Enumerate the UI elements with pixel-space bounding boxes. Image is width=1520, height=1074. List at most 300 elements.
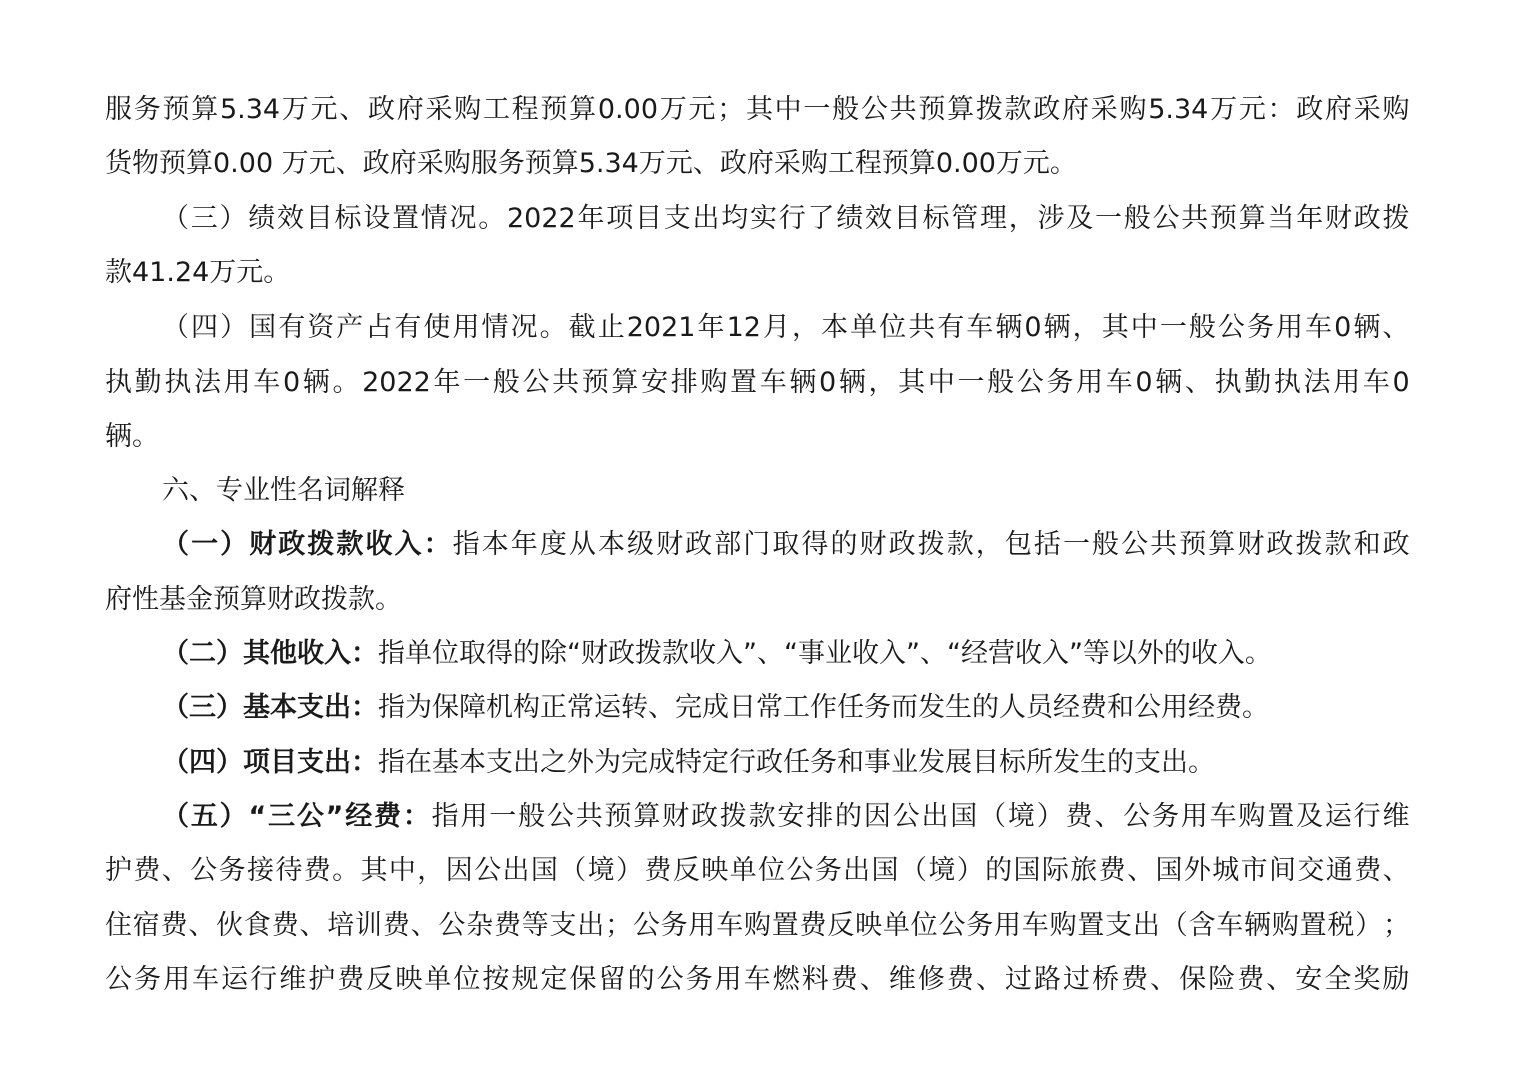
text-char: 车 xyxy=(759,367,787,398)
text-char: 、 xyxy=(1094,801,1122,832)
text-char: 用 xyxy=(1180,801,1208,832)
text-char: 、 xyxy=(1150,964,1178,995)
text-char: 用 xyxy=(688,910,716,941)
term-2-definition: 指单位取得的除“财政拨款收入”、“事业收入”、“经营收入”等以外的收入。 xyxy=(378,638,1272,669)
text-char: ： xyxy=(1267,94,1295,125)
text-char: 料 xyxy=(801,964,829,995)
text-char: 预 xyxy=(162,94,190,125)
text-char: 月 xyxy=(762,312,790,343)
text-char: 0 xyxy=(1024,312,1042,343)
text-char: 国 xyxy=(530,855,558,886)
text-char: 公 xyxy=(860,94,888,125)
term-label-char: 款 xyxy=(336,529,364,560)
text-char: 政 xyxy=(1266,529,1294,560)
text-char: 中 xyxy=(388,855,416,886)
text-char: 单 xyxy=(424,964,452,995)
text-char: 般 xyxy=(1188,312,1216,343)
text-char: 修 xyxy=(917,964,945,995)
term-4-line xyxy=(162,745,1215,781)
text-char: 涉 xyxy=(1037,203,1065,234)
text-char: 购 xyxy=(700,367,728,398)
text-char: 公 xyxy=(105,964,132,995)
text-char: 资 xyxy=(307,312,335,343)
text-char: 12 xyxy=(726,312,761,343)
text-char: 国 xyxy=(871,855,899,886)
text-char: 目 xyxy=(305,203,333,234)
text-char: 出 xyxy=(577,910,605,941)
text-char: 了 xyxy=(807,203,835,234)
text-char: 的 xyxy=(627,964,655,995)
text-char: 府 xyxy=(1325,94,1353,125)
text-char: 一 xyxy=(1159,312,1187,343)
term-label-char: ： xyxy=(402,801,430,832)
text-char: 公 xyxy=(656,964,684,995)
text-char: 执 xyxy=(105,367,132,398)
text-char: 公 xyxy=(892,801,920,832)
text-char: 0 xyxy=(1135,367,1153,398)
term-3-line xyxy=(162,690,1269,726)
text-char: 车 xyxy=(1105,367,1133,398)
text-char: 际 xyxy=(1041,855,1069,886)
text-char: 标 xyxy=(922,203,950,234)
term-5-line-2 xyxy=(105,853,1410,889)
text-char: 、 xyxy=(1382,855,1410,886)
term-label-char: 经 xyxy=(345,801,373,832)
text-char: 等 xyxy=(521,910,549,941)
text-char: 采 xyxy=(1353,94,1381,125)
term-3-definition: 指为保障机构正常运转、完成日常工作任务而发生的人员经费和公用经费。 xyxy=(378,692,1269,723)
text-char: 效 xyxy=(864,203,892,234)
text-char: 拨 xyxy=(917,529,945,560)
text-char: 公 xyxy=(546,801,574,832)
text-char: 务 xyxy=(685,964,713,995)
text-char: 算 xyxy=(611,367,639,398)
text-char: 拨 xyxy=(1295,529,1323,560)
text-char: 桥 xyxy=(1092,964,1120,995)
text-char: （ xyxy=(559,855,587,886)
text-char: 使 xyxy=(423,312,451,343)
text-char: 境 xyxy=(928,855,956,886)
text-char: 财 xyxy=(662,801,690,832)
text-char: 政 xyxy=(888,529,916,560)
text-char: ， xyxy=(868,367,896,398)
text-char: 务 xyxy=(1046,367,1074,398)
text-char: 辆 xyxy=(1043,312,1071,343)
text-char: 预 xyxy=(1179,529,1207,560)
text-char: 购 xyxy=(1049,910,1077,941)
text-char: 预 xyxy=(604,801,632,832)
text-char: 及 xyxy=(1296,801,1323,832)
text-char: 级 xyxy=(627,529,654,560)
text-char: 市 xyxy=(1240,855,1268,886)
text-char: 保 xyxy=(1179,964,1207,995)
text-char: 政 xyxy=(368,94,395,125)
text-char: （ xyxy=(162,203,189,234)
text-char: 费 xyxy=(830,964,858,995)
text-char: 占 xyxy=(365,312,393,343)
text-char: 映 xyxy=(701,855,729,886)
text-char: 支 xyxy=(1105,910,1133,941)
text-char: 绩 xyxy=(248,203,276,234)
text-char: ； xyxy=(717,94,745,125)
text-char: 算 xyxy=(947,94,975,125)
text-char: 旅 xyxy=(1070,855,1098,886)
text-char: 务 xyxy=(814,855,842,886)
text-char: 年 xyxy=(510,529,538,560)
text-char: 用 xyxy=(223,367,251,398)
term-label-char: ） xyxy=(219,801,247,832)
text-char: 括 xyxy=(1033,529,1061,560)
text-char: 住 xyxy=(105,910,132,941)
text-char: 排 xyxy=(670,367,698,398)
text-char: 公 xyxy=(1217,312,1245,343)
text-char: 安 xyxy=(777,801,805,832)
text-char: 勤 xyxy=(134,367,162,398)
text-char: 政 xyxy=(1382,529,1410,560)
para-2-line-2: 款41.24万元。 xyxy=(105,257,291,288)
text-char: 包 xyxy=(1004,529,1032,560)
text-char: 本 xyxy=(481,529,509,560)
text-char: 目 xyxy=(893,203,921,234)
text-char: 排 xyxy=(806,801,834,832)
term-label-char: 财 xyxy=(249,529,277,560)
text-char: 宿 xyxy=(132,910,160,941)
term-label-char: 收 xyxy=(365,529,393,560)
text-char: 车 xyxy=(192,964,220,995)
text-char: 接 xyxy=(246,855,274,886)
text-char: 当 xyxy=(1267,203,1295,234)
text-char: 采 xyxy=(425,94,453,125)
text-char: 辆 xyxy=(1155,367,1183,398)
text-char: 出 xyxy=(921,801,949,832)
text-char: 位 xyxy=(757,855,785,886)
text-char: 行 xyxy=(778,203,806,234)
text-char: 的 xyxy=(985,855,1013,886)
text-char: 单 xyxy=(850,312,878,343)
text-char: 运 xyxy=(1324,801,1352,832)
text-char: 其 xyxy=(1101,312,1129,343)
text-char: ） xyxy=(956,855,984,886)
term-label-char: 三 xyxy=(268,801,295,832)
text-char: 年 xyxy=(1296,203,1324,234)
text-char: ） xyxy=(220,312,248,343)
text-char: 四 xyxy=(191,312,219,343)
text-char: 因 xyxy=(445,855,473,886)
text-char: 政 xyxy=(1353,203,1381,234)
text-char: 安 xyxy=(1295,964,1323,995)
text-char: 法 xyxy=(193,367,221,398)
text-char: 位 xyxy=(910,910,938,941)
text-char: 款 xyxy=(1324,529,1352,560)
text-char: 公 xyxy=(632,910,660,941)
text-char: 务 xyxy=(1246,312,1274,343)
text-char: 得 xyxy=(801,529,829,560)
text-char: 励 xyxy=(1382,964,1410,995)
text-char: 中 xyxy=(927,367,955,398)
text-char: 算 xyxy=(191,94,219,125)
text-char: 车 xyxy=(1362,367,1390,398)
term-1-line-2: 府性基金预算财政拨款。 xyxy=(105,584,402,615)
text-char: 产 xyxy=(336,312,364,343)
text-char: 项 xyxy=(606,203,634,234)
text-char: 伙 xyxy=(216,910,244,941)
text-char: 车 xyxy=(743,964,771,995)
text-char: 、 xyxy=(339,94,367,125)
text-char: 共 xyxy=(552,367,580,398)
text-char: 取 xyxy=(772,529,800,560)
text-char: 护 xyxy=(105,855,132,886)
text-char: 费 xyxy=(493,910,521,941)
text-char: 政 xyxy=(690,801,718,832)
text-char: 服 xyxy=(105,94,132,125)
text-char: 、 xyxy=(161,855,189,886)
text-char: 用 xyxy=(1276,312,1303,343)
text-char: 法 xyxy=(1303,367,1331,398)
text-char: 务 xyxy=(660,910,688,941)
text-char: 0 xyxy=(819,367,837,398)
text-char: 用 xyxy=(452,312,480,343)
text-char: 般 xyxy=(987,367,1015,398)
text-char: 一 xyxy=(1094,203,1122,234)
text-char: 用 xyxy=(714,964,742,995)
text-char: 中 xyxy=(1130,312,1158,343)
text-char: 三 xyxy=(190,203,218,234)
text-char: 置 xyxy=(1267,801,1295,832)
term-label-char: 一 xyxy=(191,529,219,560)
text-char: 车 xyxy=(253,367,281,398)
text-char: 全 xyxy=(1324,964,1352,995)
text-char: 置 xyxy=(1299,910,1327,941)
text-char: 款 xyxy=(1004,94,1032,125)
text-char: 运 xyxy=(221,964,249,995)
text-char: 其 xyxy=(360,855,388,886)
text-char: 维 xyxy=(279,964,307,995)
text-char: 安 xyxy=(641,367,669,398)
text-char: 用 xyxy=(1076,367,1104,398)
text-char: 购 xyxy=(1382,94,1410,125)
text-char: 、 xyxy=(1382,312,1410,343)
text-char: 出 xyxy=(692,203,720,234)
text-char: 的 xyxy=(835,801,862,832)
text-char: 预 xyxy=(1209,203,1237,234)
text-char: 2022 xyxy=(507,203,576,234)
text-char: 公 xyxy=(938,910,966,941)
text-char: 单 xyxy=(729,855,757,886)
text-char: 奖 xyxy=(1353,964,1381,995)
text-char: 辆 xyxy=(789,367,817,398)
para-1-line-2: 货物预算0.00 万元、政府采购服务预算5.34万元、政府采购工程预算0.00万元。 xyxy=(105,148,1077,179)
text-char: 勤 xyxy=(1244,367,1272,398)
text-char: 理 xyxy=(979,203,1007,234)
text-char: 府 xyxy=(396,94,424,125)
text-char: 预 xyxy=(540,94,568,125)
text-char: 执 xyxy=(1214,367,1242,398)
text-char: 外 xyxy=(1183,855,1211,886)
text-char: 财 xyxy=(859,529,887,560)
text-char: 反 xyxy=(827,910,855,941)
text-char: 位 xyxy=(879,312,907,343)
text-char: 。 xyxy=(332,367,360,398)
term-label-char: 费 xyxy=(374,801,401,832)
text-char: 政 xyxy=(1296,94,1324,125)
text-char: 费 xyxy=(1237,964,1265,995)
term-5-line-4 xyxy=(105,962,1410,998)
text-char: 算 xyxy=(1238,203,1266,234)
text-char: 中 xyxy=(774,94,802,125)
text-char: 情 xyxy=(481,312,509,343)
text-char: 。 xyxy=(539,312,567,343)
text-char: 过 xyxy=(1004,964,1032,995)
term-label-char: 入 xyxy=(394,529,422,560)
text-char: （ xyxy=(899,855,927,886)
text-char: 公 xyxy=(190,855,218,886)
term-label-char: “ xyxy=(248,801,267,832)
text-char: （ xyxy=(1160,910,1188,941)
text-char: 杂 xyxy=(466,910,494,941)
term-4-label: （四）项目支出： xyxy=(162,747,378,778)
term-2-line xyxy=(162,636,1272,672)
text-char: 截 xyxy=(568,312,596,343)
term-label-char: ” xyxy=(325,801,344,832)
text-char: 共 xyxy=(889,94,917,125)
text-char: 元 xyxy=(688,94,716,125)
text-char: 置 xyxy=(771,910,799,941)
para-2-line-1 xyxy=(162,201,1410,237)
text-char: 出 xyxy=(1132,910,1160,941)
text-char: 拨 xyxy=(719,801,747,832)
text-char: 程 xyxy=(511,94,539,125)
text-char: 效 xyxy=(277,203,304,234)
text-char: ； xyxy=(605,910,633,941)
text-char: 支 xyxy=(663,203,691,234)
text-char: 管 xyxy=(951,203,979,234)
text-char: 购 xyxy=(1238,801,1266,832)
text-char: 本 xyxy=(597,529,625,560)
text-char: 款 xyxy=(748,801,776,832)
text-char: 5.34 xyxy=(1148,94,1209,125)
text-char: 车 xyxy=(966,312,994,343)
text-char: ） xyxy=(616,855,644,886)
text-char: 支 xyxy=(549,910,577,941)
text-char: 单 xyxy=(882,910,910,941)
text-char: 务 xyxy=(218,855,246,886)
text-char: 设 xyxy=(363,203,391,234)
text-char: 费 xyxy=(271,910,299,941)
text-char: 有 xyxy=(394,312,422,343)
text-char: 国 xyxy=(1013,855,1041,886)
text-char: 府 xyxy=(1062,94,1090,125)
text-char: 、 xyxy=(1266,964,1294,995)
text-char: 食 xyxy=(243,910,271,941)
text-char: 公 xyxy=(474,855,502,886)
text-char: 映 xyxy=(395,964,423,995)
text-char: 一 xyxy=(803,94,831,125)
text-char: 境 xyxy=(1007,801,1035,832)
text-char: 、 xyxy=(859,964,887,995)
text-char: 绩 xyxy=(836,203,864,234)
text-char: 公 xyxy=(438,910,466,941)
term-label-char: ） xyxy=(220,529,248,560)
text-char: 止 xyxy=(597,312,625,343)
text-char: ） xyxy=(1036,801,1064,832)
text-char: 辆 xyxy=(1244,910,1272,941)
text-char: 般 xyxy=(1123,203,1151,234)
text-char: 。 xyxy=(332,855,360,886)
text-char: 务 xyxy=(134,964,162,995)
text-char: ） xyxy=(1355,910,1383,941)
text-char: 过 xyxy=(1063,964,1091,995)
text-char: 公 xyxy=(1152,203,1180,234)
term-label-char: （ xyxy=(162,529,189,560)
text-char: 本 xyxy=(821,312,849,343)
text-char: 和 xyxy=(1353,529,1381,560)
text-char: 采 xyxy=(1090,94,1118,125)
term-label-char: ： xyxy=(423,529,451,560)
text-char: 万 xyxy=(659,94,687,125)
text-char: 购 xyxy=(1271,910,1299,941)
text-char: 有 xyxy=(278,312,306,343)
text-char: 、 xyxy=(1184,367,1212,398)
text-char: 门 xyxy=(743,529,771,560)
text-char: 一 xyxy=(957,367,985,398)
text-char: ） xyxy=(219,203,247,234)
text-char: 通 xyxy=(1325,855,1353,886)
text-char: 况 xyxy=(510,312,538,343)
text-char: 拨 xyxy=(1382,203,1410,234)
para-3-line-2 xyxy=(105,365,1410,401)
text-char: 、 xyxy=(975,964,1003,995)
text-char: 有 xyxy=(937,312,965,343)
text-char: 留 xyxy=(598,964,626,995)
text-char: 2022 xyxy=(362,367,431,398)
text-char: 用 xyxy=(460,801,488,832)
text-char: 行 xyxy=(1353,801,1381,832)
text-char: 费 xyxy=(303,855,331,886)
text-char: 执 xyxy=(1273,367,1301,398)
text-char: 维 xyxy=(888,964,916,995)
term-label-char: （ xyxy=(162,801,189,832)
text-char: 国 xyxy=(950,801,978,832)
section-heading: 六、专业性名词解释 xyxy=(162,475,405,506)
text-char: 税 xyxy=(1327,910,1355,941)
term-2-label: （二）其他收入： xyxy=(162,638,378,669)
text-char: 用 xyxy=(1333,367,1361,398)
para-3-line-1 xyxy=(162,310,1410,346)
text-char: 、 xyxy=(188,910,216,941)
text-char: 政 xyxy=(685,529,713,560)
text-char: 费 xyxy=(946,964,974,995)
text-char: 公 xyxy=(786,855,814,886)
text-char: 费 xyxy=(1121,964,1149,995)
text-char: 其 xyxy=(745,94,773,125)
text-char: 辆 xyxy=(302,367,330,398)
text-char: 共 xyxy=(908,312,936,343)
text-char: 的 xyxy=(830,529,858,560)
text-char: 车 xyxy=(1216,910,1244,941)
text-char: 置 xyxy=(392,203,419,234)
text-char: 般 xyxy=(1092,529,1119,560)
text-char: 算 xyxy=(569,94,597,125)
text-char: 费 xyxy=(644,855,672,886)
text-char: 况 xyxy=(449,203,477,234)
text-char: 务 xyxy=(966,910,994,941)
text-char: 境 xyxy=(587,855,615,886)
term-1-line-1 xyxy=(162,527,1410,563)
para-1-line-1 xyxy=(105,92,1410,128)
text-char: 反 xyxy=(672,855,700,886)
text-char: 费 xyxy=(160,910,188,941)
text-char: 实 xyxy=(749,203,777,234)
